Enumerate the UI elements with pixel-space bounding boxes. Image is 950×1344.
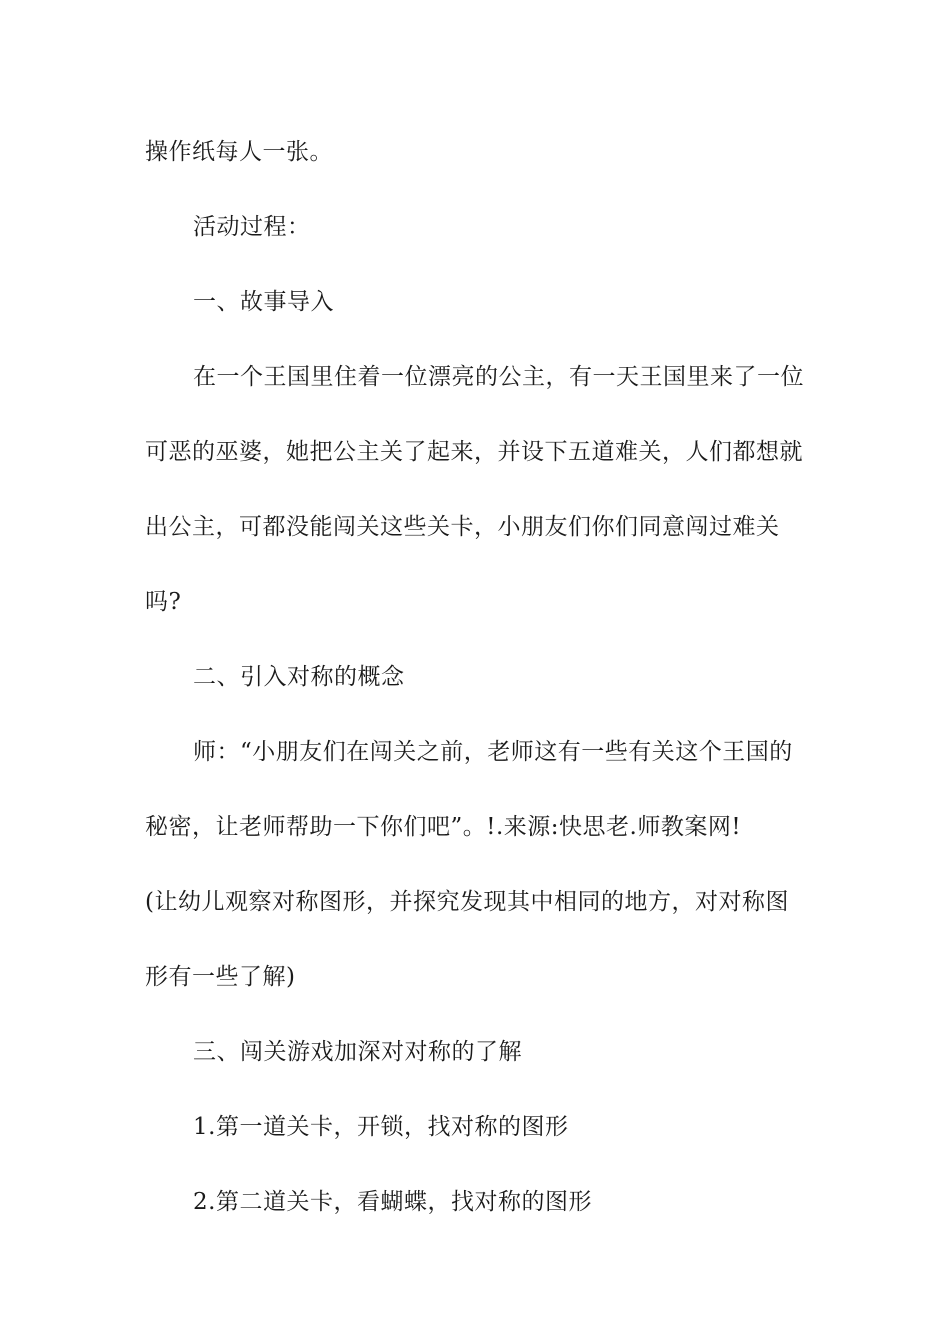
heading-symmetry-concept: 二、引入对称的概念 xyxy=(193,664,405,690)
paragraph-materials: 操作纸每人一张。 xyxy=(145,139,333,165)
paragraph-activity-process: 活动过程： xyxy=(193,214,311,240)
paragraph-story: 在一个王国里住着一位漂亮的公主，有一天王国里来了一位可恶的巫婆，她把公主关了起来，并设下五道难关，人们都想就出公主，可都没能闯关这些关卡，小朋友们你们同意闯过难关吗? xyxy=(145,364,804,615)
paragraph-teacher-quote: 师：“小朋友们在闯关之前，老师这有一些有关这个王国的秘密，让老师帮助一下你们吧”。!.来源:快思老.师教案网! xyxy=(145,739,793,840)
heading-game: 三、闯关游戏加深对对称的了解 xyxy=(193,1039,522,1065)
list-item-level-1: 1.第一道关卡，开锁，找对称的图形 xyxy=(193,1114,569,1140)
paragraph-observe-symmetry: (让幼儿观察对称图形，并探究发现其中相同的地方，对对称图形有一些了解) xyxy=(145,889,789,990)
heading-story-intro: 一、故事导入 xyxy=(193,289,334,315)
list-item-level-2: 2.第二道关卡，看蝴蝶，找对称的图形 xyxy=(193,1189,592,1215)
